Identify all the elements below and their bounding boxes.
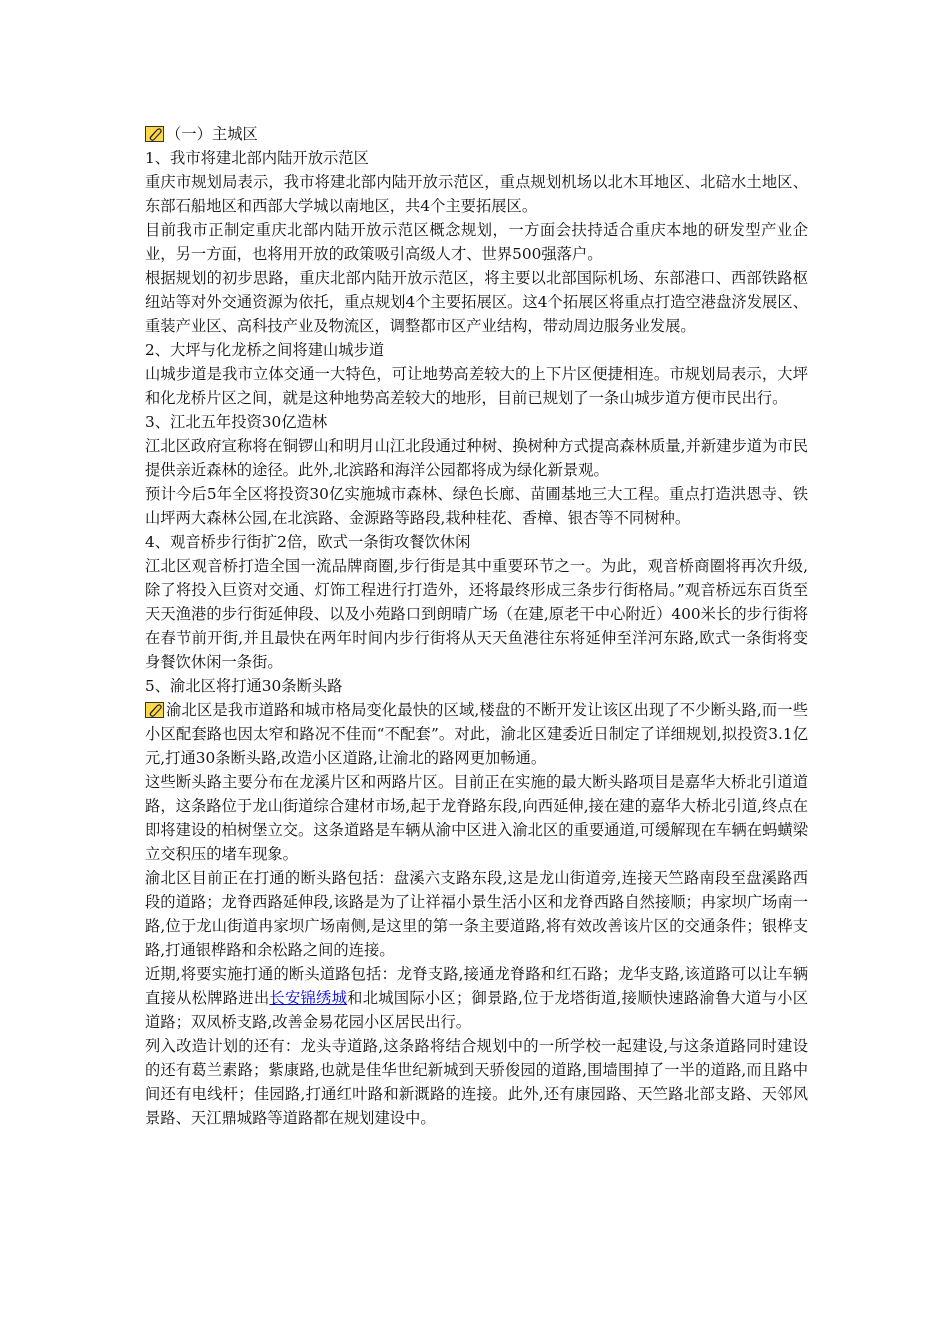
item-1-paragraph-2: 目前我市正制定重庆北部内陆开放示范区概念规划，一方面会扶持适合重庆本地的研发型产业企业，另一方面，也将用开放的政策吸引高级人才、世界500强落户。 — [145, 221, 808, 263]
item-5-p4-before: 近期,将要实施打通的断头道路包括：龙脊支路,接通龙脊路和红石路；龙华支路,该道路可以让车辆直接从松牌路进出 — [145, 965, 808, 1007]
item-2-paragraph-1: 山城步道是我市立体交通一大特色，可让地势高差较大的上下片区便捷相连。市规划局表示，大坪和化龙桥片区之间，就是这种地势高差较大的地形，目前已规划了一条山城步道方便市民出行。 — [145, 365, 808, 407]
item-1-paragraph-1: 重庆市规划局表示，我市将建北部内陆开放示范区，重点规划机场以北木耳地区、北碚水土地区、东部石船地区和西部大学城以南地区，共4个主要拓展区。 — [145, 173, 808, 215]
item-3-paragraph-2: 预计今后5年全区将投资30亿实施城市森林、绿色长廊、苗圃基地三大工程。重点打造洪恩寺、铁山坪两大森林公园,在北滨路、金源路等路段,栽种桂花、香樟、银杏等不同树种。 — [145, 485, 808, 527]
attachment-icon[interactable] — [145, 702, 164, 718]
item-5-paragraph-1 — [145, 698, 808, 770]
item-5-paragraph-5: 列入改造计划的还有：龙头寺道路,这条路将结合规划中的一所学校一起建设,与这条道路同时建设的还有葛兰素路；紫康路,也就是佳华世纪新城到天骄俊园的道路,围墙围掉了一半的道路,而且路中间还有电线杆；佳园路,打通红叶路和新溉路的连接。此外,还有康园路、天竺路北部支路、天邻风景路、天江鼎城路等道路都在规划建设中。 — [145, 1037, 808, 1127]
changan-jinxiucheng-link[interactable]: 长安锦绣城 — [269, 989, 348, 1007]
item-5-paragraph-1-text: 渝北区是我市道路和城市格局变化最快的区域,楼盘的不断开发让该区出现了不少断头路,而一些小区配套路也因太窄和路况不佳而“不配套”。对此，渝北区建委近日制定了详细规划,拟投资3.1亿元,打通30条断头路,改造小区道路,让渝北的路网更加畅通。 — [145, 701, 808, 767]
item-3-heading: 3、江北五年投资30亿造林 — [145, 413, 328, 431]
item-5-heading: 5、渝北区将打通30条断头路 — [145, 677, 343, 695]
item-4-paragraph-1: 江北区观音桥打造全国一流品牌商圈,步行街是其中重要环节之一。为此，观音桥商圈将再次升级,除了将投入巨资对交通、灯饰工程进行打造外，还将最终形成三条步行街格局。”观音桥远东百货至天天渔港的步行街延伸段、以及小苑路口到朗晴广场（在建,原老干中心附近）400米长的步行街将在春节前开街,并且最快在两年时间内步行街将从天天鱼港往东将延伸至洋河东路,欧式一条街将变身餐饮休闲一条街。 — [145, 557, 808, 671]
item-5-p4-after: 和北城国际小区；御景路,位于龙塔街道,接顺快速路渝鲁大道与小区道路；双凤桥支路,改善金易花园小区居民出行。 — [145, 989, 808, 1031]
item-1-paragraph-3: 根据规划的初步思路，重庆北部内陆开放示范区，将主要以北部国际机场、东部港口、西部铁路枢纽站等对外交通资源为依托，重点规划4个主要拓展区。这4个拓展区将重点打造空港盘济发展区、重装产业区、高科技产业及物流区，调整都市区产业结构，带动周边服务业发展。 — [145, 269, 808, 335]
attachment-icon[interactable] — [145, 126, 164, 142]
document-page — [145, 122, 808, 1130]
section-title-row — [145, 122, 808, 146]
item-5-paragraph-3: 渝北区目前正在打通的断头路包括：盘溪六支路东段,这是龙山街道旁,连接天竺路南段至盘溪路西段的道路；龙脊西路延伸段,该路是为了让祥福小景生活小区和龙脊西路自然接顺；冉家坝广场南一路,位于龙山街道冉家坝广场南侧,是这里的第一条主要道路,将有效改善该片区的交通条件；银桦支路,打通银桦路和余松路之间的连接。 — [145, 869, 808, 959]
section-title: （一）主城区 — [166, 125, 258, 143]
item-2-heading: 2、大坪与化龙桥之间将建山城步道 — [145, 341, 385, 359]
item-4-heading: 4、观音桥步行街扩2倍，欧式一条街攻餐饮休闲 — [145, 533, 471, 551]
item-1-heading: 1、我市将建北部内陆开放示范区 — [145, 149, 369, 167]
item-5-paragraph-2: 这些断头路主要分布在龙溪片区和两路片区。目前正在实施的最大断头路项目是嘉华大桥北引道道路，这条路位于龙山街道综合建材市场,起于龙脊路东段,向西延伸,接在建的嘉华大桥北引道,终点在即将建设的柏树堡立交。这条道路是车辆从渝中区进入渝北区的重要通道,可缓解现在车辆在蚂蟥梁立交积压的堵车现象。 — [145, 773, 808, 863]
item-3-paragraph-1: 江北区政府宣称将在铜锣山和明月山江北段通过种树、换树种方式提高森林质量,并新建步道为市民提供亲近森林的途径。此外,北滨路和海洋公园都将成为绿化新景观。 — [145, 437, 808, 479]
item-5-paragraph-4 — [145, 962, 808, 1034]
